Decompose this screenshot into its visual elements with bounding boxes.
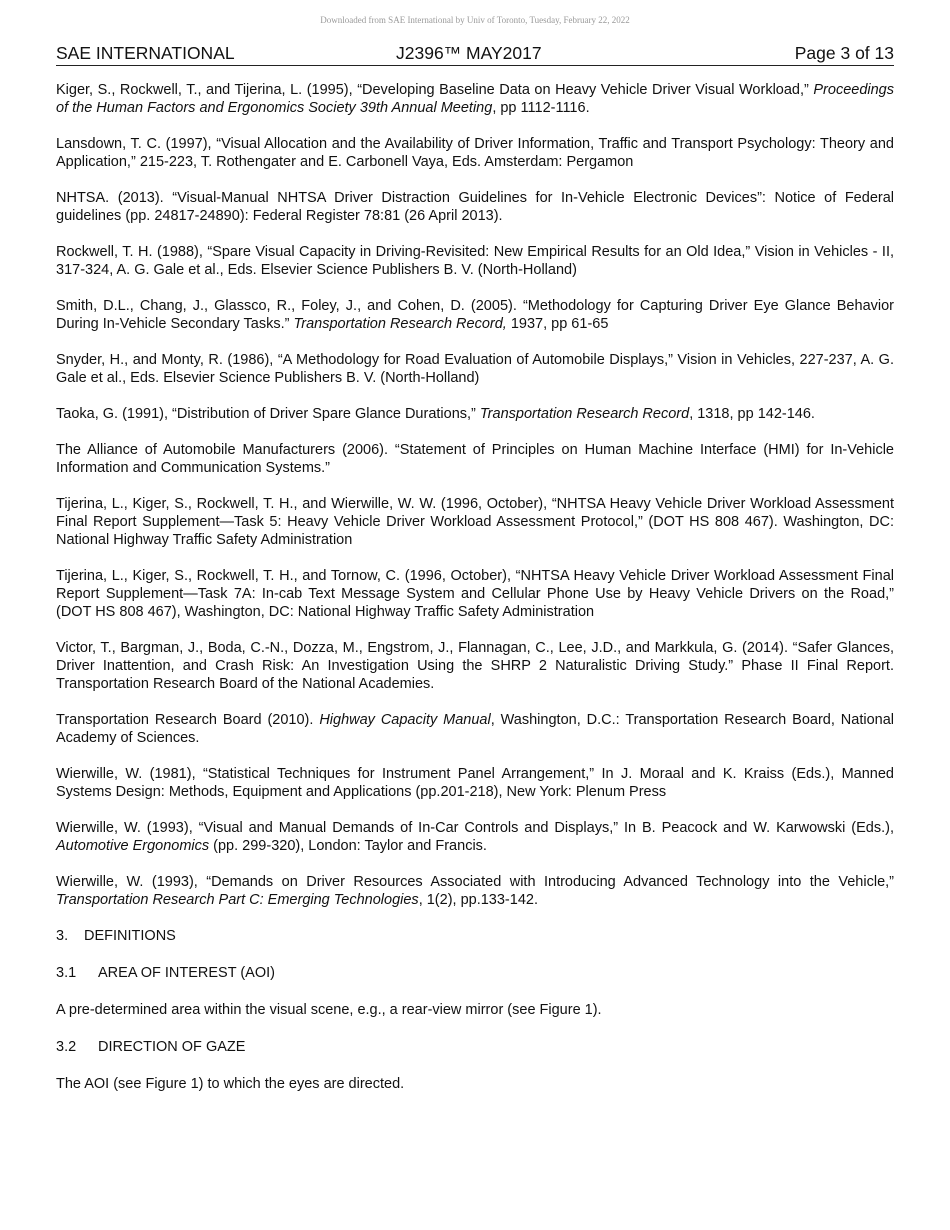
reference-entry: Transportation Research Board (2010). Highway Capacity Manual, Washington, D.C.: Transportation Research Board, National Academy of Sciences. — [56, 712, 894, 746]
section-heading-definitions: 3. DEFINITIONS — [56, 928, 176, 944]
page-header — [56, 44, 894, 66]
reference-entry: The Alliance of Automobile Manufacturers (2006). “Statement of Principles on Human Machine Interface (HMI) for In-Vehicle Information and Communication Systems.” — [56, 442, 894, 476]
reference-entry: Smith, D.L., Chang, J., Glassco, R., Foley, J., and Cohen, D. (2005). “Methodology for Capturing Driver Eye Glance Behavior During In-Vehicle Secondary Tasks.” Transportation Research Record, 1937, pp 61-65 — [56, 298, 894, 332]
reference-entry: Lansdown, T. C. (1997), “Visual Allocation and the Availability of Driver Information, Traffic and Transport Psychology: Theory and Application,” 215-223, T. Rothengater and E. Carbonell Vaya, Eds. Amsterdam: Pergamon — [56, 136, 894, 170]
section-heading-aoi: 3.1 AREA OF INTEREST (AOI) — [56, 965, 275, 981]
reference-entry: Rockwell, T. H. (1988), “Spare Visual Capacity in Driving-Revisited: New Empirical Results for an Old Idea,” Vision in Vehicles - II, 317-324, A. G. Gale et al., Eds. Elsevier Science Publishers B. V. (North-Holland) — [56, 244, 894, 278]
reference-entry: Tijerina, L., Kiger, S., Rockwell, T. H., and Tornow, C. (1996, October), “NHTSA Heavy Vehicle Driver Workload Assessment Final Report Supplement—Task 7A: In-cab Text Message System and Cellular Phone Use by Heavy Vehicle Drivers on the Road,” (DOT HS 808 467), Washington, DC: National Highway Traffic Safety Administration — [56, 568, 894, 620]
reference-entry: Wierwille, W. (1993), “Demands on Driver Resources Associated with Introducing Advanced Technology into the Vehicle,” Transportation Research Part C: Emerging Technologies, 1(2), pp.133-142. — [56, 874, 894, 908]
reference-entry: Taoka, G. (1991), “Distribution of Driver Spare Glance Durations,” Transportation Research Record, 1318, pp 142-146. — [56, 406, 815, 422]
reference-list — [56, 81, 894, 1112]
download-watermark: Downloaded from SAE International by Univ of Toronto, Tuesday, February 22, 2022 — [320, 15, 630, 25]
header-doc-id: J2396™ MAY2017 — [396, 43, 542, 63]
reference-entry: Snyder, H., and Monty, R. (1986), “A Methodology for Road Evaluation of Automobile Displays,” Vision in Vehicles, 227-237, A. G. Gale et al., Eds. Elsevier Science Publishers B. V. (North-Holland) — [56, 352, 894, 386]
reference-entry: Kiger, S., Rockwell, T., and Tijerina, L. (1995), “Developing Baseline Data on Heavy Vehicle Driver Visual Workload,” Proceedings of the Human Factors and Ergonomics Society 39th Annual Meeting, pp 1112-1116. — [56, 82, 894, 116]
definition-text-gaze: The AOI (see Figure 1) to which the eyes are directed. — [56, 1076, 405, 1092]
header-page-number: Page 3 of 13 — [794, 43, 894, 63]
section-heading-gaze: 3.2 DIRECTION OF GAZE — [56, 1039, 246, 1055]
definition-text-aoi: A pre-determined area within the visual scene, e.g., a rear-view mirror (see Figure 1). — [56, 1002, 602, 1018]
reference-entry: NHTSA. (2013). “Visual-Manual NHTSA Driver Distraction Guidelines for In-Vehicle Electronic Devices”: Notice of Federal guidelines (pp. 24817-24890): Federal Register 78:81 (26 April 2013). — [56, 190, 894, 224]
reference-entry: Tijerina, L., Kiger, S., Rockwell, T. H., and Wierwille, W. W. (1996, October), “NHTSA Heavy Vehicle Driver Workload Assessment Final Report Supplement—Task 5: Heavy Vehicle Driver Workload Assessment Protocol,” (DOT HS 808 467). Washington, DC: National Highway Traffic Safety Administration — [56, 496, 894, 548]
header-org: SAE INTERNATIONAL — [56, 43, 235, 63]
reference-entry: Wierwille, W. (1981), “Statistical Techniques for Instrument Panel Arrangement,” In J. Moraal and K. Kraiss (Eds.), Manned Systems Design: Methods, Equipment and Applications (pp.201-218), New York: Plenum Press — [56, 766, 894, 800]
reference-entry: Victor, T., Bargman, J., Boda, C.-N., Dozza, M., Engstrom, J., Flannagan, C., Lee, J.D., and Markkula, G. (2014). “Safer Glances, Driver Inattention, and Crash Risk: An Investigation Using the SHRP 2 Naturalistic Driving Study.” Phase II Final Report. Transportation Research Board of the National Academies. — [56, 640, 894, 692]
reference-entry: Wierwille, W. (1993), “Visual and Manual Demands of In-Car Controls and Displays,” In B. Peacock and W. Karwowski (Eds.), Automotive Ergonomics (pp. 299-320), London: Taylor and Francis. — [56, 820, 894, 854]
